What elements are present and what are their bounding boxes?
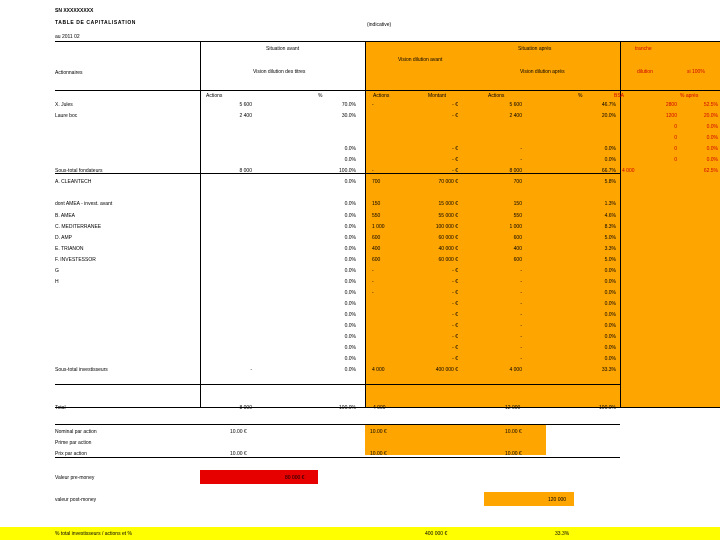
cell-name: C. MEDITERRANEE [55, 223, 102, 230]
cell-mid-shares: 550 [372, 212, 381, 219]
price-mid: 10.00 € [370, 451, 387, 457]
cell-r1: 2800 [665, 102, 677, 108]
cell-after-pct: 0.0% [604, 278, 616, 285]
subtitle: (indicative) [367, 22, 392, 28]
cell-pct: 0.0% [344, 323, 356, 329]
cell-amount: 60 000 € [438, 234, 458, 241]
col-shareholders: Actionnaires [55, 70, 83, 76]
cell-name: dont AMEA - invest. avant [55, 201, 113, 208]
price-after: 10.00 € [505, 451, 522, 457]
cell-pct: 0.0% [344, 212, 356, 219]
cell-after-shares: - [520, 334, 522, 341]
cell-name: Sous-total investisseurs [55, 367, 108, 374]
cell-after-shares: 600 [513, 256, 522, 263]
cell-amount: 100 000 € [435, 223, 458, 230]
cell-pct: 0.0% [344, 157, 356, 164]
col-bsa: BSA [614, 93, 625, 99]
cell-mid-shares: 400 [372, 245, 381, 252]
cell-r2: 0.0% [706, 135, 718, 142]
col-dilution-tier: Vision dilution avant [398, 57, 443, 63]
cell-pct: 0.0% [344, 201, 356, 208]
cell-name: A. CLEANTECH [55, 179, 92, 186]
total-label: Total [55, 405, 66, 411]
cell-pct: 0.0% [344, 179, 356, 186]
total-shares: 8 000 [239, 405, 252, 411]
cell-after-pct: 66.7% [601, 168, 616, 175]
cell-mid-shares: - [372, 168, 374, 175]
cell-name: Laure boc [55, 113, 78, 120]
cell-pct: 0.0% [344, 300, 356, 307]
col-dilution-before: Vision dilution des titres [253, 69, 306, 75]
cell-after-shares: - [520, 311, 522, 318]
cell-amount: - € [452, 168, 458, 175]
cell-amount: - € [452, 345, 458, 352]
cell-after-shares: 1 000 [509, 223, 522, 230]
col-shares-after: Actions [488, 93, 505, 99]
cell-mid-shares: - [372, 267, 374, 274]
total-pct: 100.0% [339, 405, 356, 411]
col-pct-after: % [578, 93, 583, 99]
cell-mid-shares: 1 000 [372, 223, 385, 230]
cell-mid-shares: 600 [372, 234, 381, 241]
col-amount: Montant [428, 93, 447, 99]
cell-after-pct: 0.0% [604, 267, 616, 274]
cell-mid-shares: 700 [372, 179, 381, 186]
cell-amount: 70 000 € [438, 179, 458, 186]
col-pct-after-right: % après [680, 93, 699, 99]
total-mid-shares: 4 000 [373, 405, 386, 411]
cell-pct: 0.0% [344, 234, 356, 241]
cell-pct: 0.0% [344, 334, 356, 341]
col-tranche: tranche [635, 46, 652, 52]
company-name: SN XXXXXXXXX [55, 8, 94, 14]
cell-amount: - € [452, 334, 458, 341]
price-before: 10.00 € [230, 451, 247, 457]
cell-name: E. TRIANON [55, 245, 84, 252]
cell-after-pct: 4.6% [604, 212, 616, 219]
nominal-label: Nominal par action [55, 429, 97, 435]
cell-after-shares: 700 [513, 179, 522, 186]
post-money-value: 120 000 [548, 497, 567, 503]
cell-amount: - € [452, 311, 458, 318]
cell-after-pct: 0.0% [604, 300, 616, 307]
cell-after-shares: - [520, 300, 522, 307]
cell-mid-shares: - [372, 278, 374, 285]
cell-after-pct: 20.0% [601, 113, 616, 120]
post-money-label: valeur post-money [55, 497, 97, 503]
cell-bsa: 4 000 [622, 168, 635, 175]
cell-amount: - € [452, 289, 458, 296]
cell-amount: - € [452, 146, 458, 153]
cell-shares: - [250, 367, 252, 374]
cell-r1: 1200 [665, 113, 677, 120]
cell-amount: - € [452, 300, 458, 307]
cell-after-pct: 33.3% [601, 367, 616, 374]
cell-amount: 400 000 € [435, 367, 458, 374]
cell-name: H [55, 278, 59, 285]
cell-after-pct: 3.3% [604, 245, 616, 252]
nominal-before: 10.00 € [230, 429, 247, 435]
cell-pct: 0.0% [344, 245, 356, 252]
cell-pct: 0.0% [344, 146, 356, 153]
cell-name: X. Jules [55, 102, 73, 108]
cell-shares: 8 000 [239, 168, 252, 175]
cell-after-shares: 8 000 [509, 168, 522, 175]
col-pct-100: si 100% [687, 69, 705, 75]
cell-pct: 0.0% [344, 267, 356, 274]
footer-pct: 33.3% [555, 531, 570, 537]
cell-r1: 0 [674, 157, 677, 164]
cell-pct: 30.0% [341, 113, 356, 120]
cell-amount: 40 000 € [438, 245, 458, 252]
cell-r1: 0 [674, 124, 677, 131]
cell-after-pct: 5.0% [604, 256, 616, 263]
cell-pct: 0.0% [344, 367, 356, 374]
nominal-after: 10.00 € [505, 429, 522, 435]
cell-mid-shares: - [372, 102, 374, 108]
cell-after-shares: 550 [513, 212, 522, 219]
cell-amount: - € [452, 356, 458, 363]
cell-mid-shares: 150 [372, 201, 381, 208]
cell-pct: 70.0% [341, 102, 356, 108]
pre-money-label: Valeur pre-money [55, 475, 95, 481]
cell-amount: - € [452, 267, 458, 274]
cell-amount: - € [452, 102, 458, 108]
cell-after-shares: 5 600 [509, 102, 522, 108]
col-shares-mid: Actions [373, 93, 390, 99]
cell-after-shares: - [520, 146, 522, 153]
cell-r2: 0.0% [706, 146, 718, 153]
cell-after-shares: 150 [513, 201, 522, 208]
cell-after-shares: - [520, 323, 522, 329]
date: au 2011 02 [55, 34, 80, 40]
cell-after-pct: 46.7% [601, 102, 616, 108]
page-title: TABLE DE CAPITALISATION [55, 20, 137, 26]
footer-label: % total investisseurs / actions et % [55, 531, 132, 537]
cell-mid-shares: 600 [372, 256, 381, 263]
nominal-mid: 10.00 € [370, 429, 387, 435]
cell-after-shares: - [520, 345, 522, 352]
cell-mid-shares: - [372, 289, 374, 296]
cell-after-pct: 0.0% [604, 323, 616, 329]
cell-amount: - € [452, 157, 458, 164]
footer-amount: 400 000 € [425, 531, 448, 537]
cell-after-shares: - [520, 356, 522, 363]
cell-r1: 0 [674, 146, 677, 153]
cell-after-pct: 0.0% [604, 157, 616, 164]
cell-amount: - € [452, 113, 458, 120]
cell-after-pct: 8.3% [604, 223, 616, 230]
cell-shares: 2 400 [239, 113, 252, 120]
premium-label: Prime par action [55, 440, 92, 446]
total-after-shares: 12 000 [505, 405, 521, 411]
cell-amount: - € [452, 323, 458, 329]
cell-after-pct: 5.8% [604, 179, 616, 186]
cell-mid-shares: 4 000 [372, 367, 385, 374]
cell-after-shares: 4 000 [509, 367, 522, 374]
cell-r2: 0.0% [706, 157, 718, 164]
cell-after-pct: 0.0% [604, 356, 616, 363]
col-pct: % [318, 93, 323, 99]
cell-amount: - € [452, 278, 458, 285]
cell-after-pct: 0.0% [604, 345, 616, 352]
cell-r1: 0 [674, 135, 677, 142]
cell-after-shares: - [520, 267, 522, 274]
cell-name: D. AMP [55, 234, 72, 241]
cell-pct: 0.0% [344, 356, 356, 363]
cell-pct: 100.0% [339, 168, 356, 175]
cell-r2: 62.5% [703, 168, 718, 175]
col-situation-after: Situation après [518, 46, 552, 52]
cell-amount: 55 000 € [438, 212, 458, 219]
cell-shares: 5 600 [239, 102, 252, 108]
cell-r2: 52.5% [703, 102, 718, 108]
col-situation-before: Situation avant [266, 46, 300, 52]
cell-after-pct: 5.0% [604, 234, 616, 241]
cell-pct: 0.0% [344, 311, 356, 318]
cell-after-shares: 2 400 [509, 113, 522, 120]
cell-amount: 15 000 € [438, 201, 458, 208]
cell-pct: 0.0% [344, 278, 356, 285]
cell-pct: 0.0% [344, 289, 356, 296]
cell-after-pct: 1.3% [604, 201, 616, 208]
cell-after-shares: 600 [513, 234, 522, 241]
col-bsa-right: dilution [637, 69, 653, 75]
cell-after-pct: 0.0% [604, 334, 616, 341]
cell-name: Sous-total fondateurs [55, 168, 103, 175]
cell-after-pct: 0.0% [604, 146, 616, 153]
cell-name: F. INVESTESSOR [55, 256, 96, 263]
cell-pct: 0.0% [344, 256, 356, 263]
price-label: Prix par action [55, 451, 87, 457]
cell-pct: 0.0% [344, 345, 356, 352]
col-shares: Actions [206, 93, 223, 99]
cell-after-shares: - [520, 157, 522, 164]
cell-pct: 0.0% [344, 223, 356, 230]
cell-name: G [55, 267, 59, 274]
cell-amount: 60 000 € [438, 256, 458, 263]
col-dilution-after: Vision dilution après [520, 69, 565, 75]
pre-money-value: 80 000 € [285, 475, 305, 481]
cell-after-shares: - [520, 278, 522, 285]
total-after-pct: 100.0% [599, 405, 616, 411]
cell-name: B. AMEA [55, 212, 76, 219]
cell-after-pct: 0.0% [604, 311, 616, 318]
cell-r2: 20.0% [703, 113, 718, 120]
cell-after-shares: - [520, 289, 522, 296]
cell-after-shares: 400 [513, 245, 522, 252]
cell-r2: 0.0% [706, 124, 718, 131]
cell-after-pct: 0.0% [604, 289, 616, 296]
